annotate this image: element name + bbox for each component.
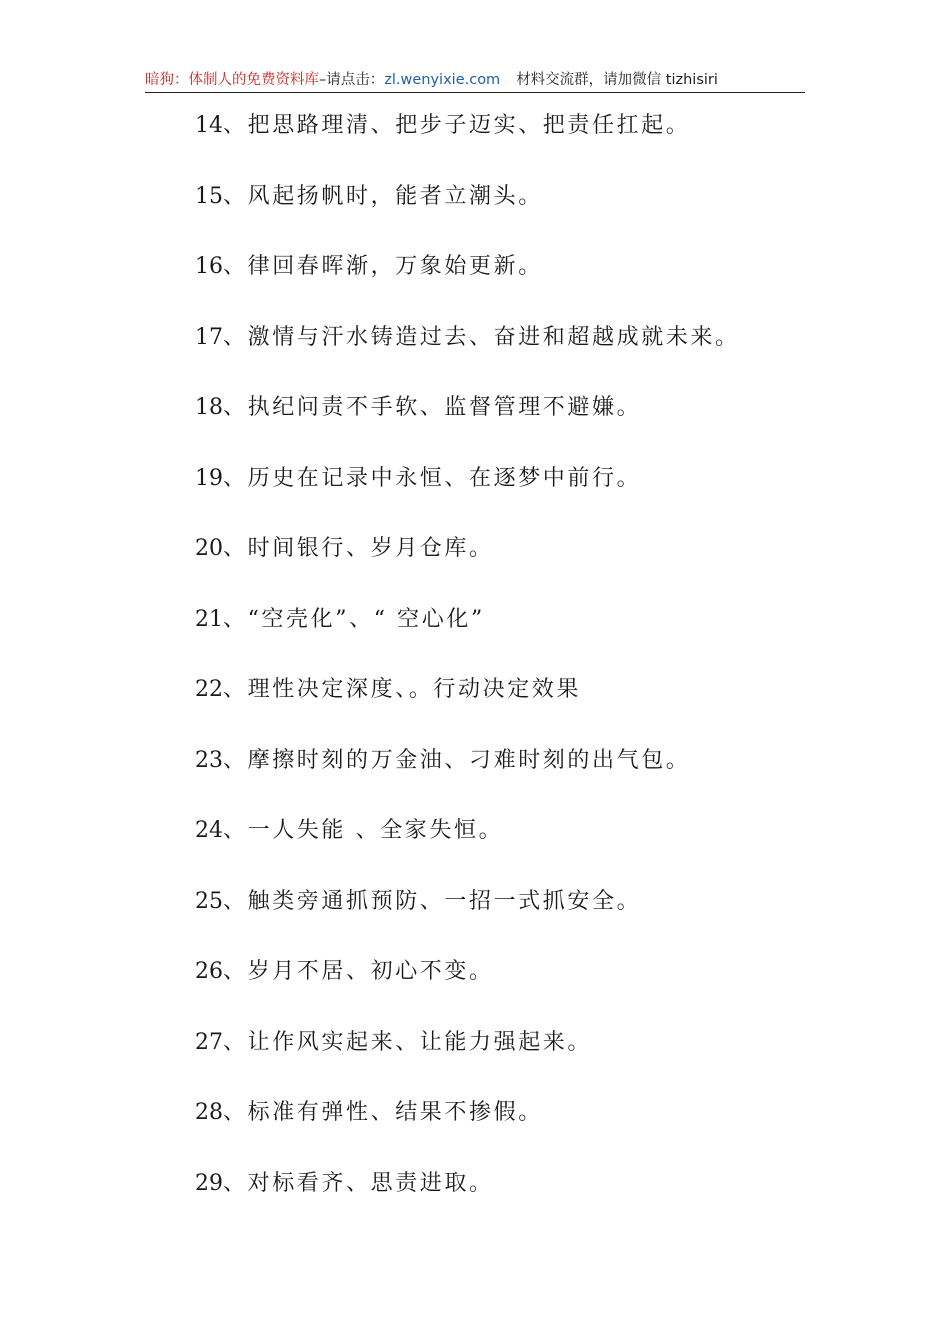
list-item	[195, 320, 815, 391]
list-item	[195, 1166, 815, 1237]
item-separator: 、	[223, 747, 248, 773]
list-item	[195, 884, 815, 955]
list-item	[195, 1025, 815, 1096]
item-text: 把思路理清、把步子迈实、把责任扛起。	[247, 113, 691, 138]
item-number: 25	[195, 888, 223, 914]
item-number: 24	[195, 818, 223, 843]
item-number: 17	[195, 324, 223, 350]
item-text: 摩擦时刻的万金油、刁难时刻的出气包。	[247, 747, 691, 773]
list-item	[195, 461, 815, 532]
list-item	[195, 390, 815, 461]
item-text: 触类旁通抓预防、一招一式抓安全。	[247, 888, 642, 914]
item-separator: 、	[223, 888, 248, 914]
item-text: “空壳化”、“ 空心化”	[247, 606, 485, 632]
slogan-list	[195, 108, 815, 1236]
item-separator: 、	[223, 536, 248, 561]
item-separator: 、	[223, 606, 248, 632]
item-number: 15	[195, 183, 223, 209]
list-item	[195, 249, 815, 320]
item-number: 28	[195, 1100, 223, 1125]
item-number: 18	[195, 395, 223, 420]
list-item	[195, 531, 815, 602]
item-text: 一人失能 、全家失恒。	[247, 818, 504, 843]
page-header	[145, 70, 805, 93]
item-number: 29	[195, 1170, 223, 1196]
item-number: 21	[195, 606, 223, 632]
item-separator: 、	[223, 254, 248, 279]
item-number: 14	[195, 113, 223, 138]
item-separator: 、	[223, 113, 248, 138]
group-note: 材料交流群，请加微信 tizhisiri	[516, 72, 718, 88]
item-text: 激情与汗水铸造过去、奋进和超越成就未来。	[247, 324, 740, 350]
click-prompt: –请点击：	[319, 72, 385, 88]
item-number: 23	[195, 747, 223, 773]
item-number: 16	[195, 254, 223, 279]
item-text: 岁月不居、初心不变。	[247, 959, 494, 984]
item-number: 19	[195, 465, 223, 491]
list-item	[195, 108, 815, 179]
item-text: 时间银行、岁月仓库。	[247, 536, 494, 561]
list-item	[195, 954, 815, 1025]
item-text: 历史在记录中永恒、在逐梦中前行。	[247, 465, 642, 491]
item-separator: 、	[223, 959, 248, 984]
item-text: 让作风实起来、让能力强起来。	[247, 1029, 593, 1055]
list-item	[195, 1095, 815, 1166]
item-text: 执纪问责不手软、监督管理不避嫌。	[247, 395, 642, 420]
item-number: 22	[195, 677, 223, 702]
item-number: 27	[195, 1029, 223, 1055]
item-separator: 、	[223, 465, 248, 491]
item-separator: 、	[223, 818, 248, 843]
site-name: 暗狗：体制人的免费资料库	[145, 72, 319, 88]
item-text: 风起扬帆时，能者立潮头。	[247, 183, 543, 209]
list-item	[195, 813, 815, 884]
item-text: 理性决定深度、。行动决定效果	[247, 677, 582, 702]
item-separator: 、	[223, 677, 248, 702]
item-separator: 、	[223, 1170, 248, 1196]
item-number: 26	[195, 959, 223, 984]
item-separator: 、	[223, 1100, 248, 1125]
item-number: 20	[195, 536, 223, 561]
site-url-link[interactable]: zl.wenyixie.com	[384, 72, 501, 88]
list-item	[195, 602, 815, 673]
item-text: 标准有弹性、结果不掺假。	[247, 1100, 543, 1125]
item-text: 律回春晖渐，万象始更新。	[247, 254, 543, 279]
list-item	[195, 672, 815, 743]
item-separator: 、	[223, 395, 248, 420]
list-item	[195, 179, 815, 250]
item-separator: 、	[223, 1029, 248, 1055]
item-separator: 、	[223, 324, 248, 350]
list-item	[195, 743, 815, 814]
item-separator: 、	[223, 183, 248, 209]
item-text: 对标看齐、思责进取。	[247, 1170, 494, 1196]
